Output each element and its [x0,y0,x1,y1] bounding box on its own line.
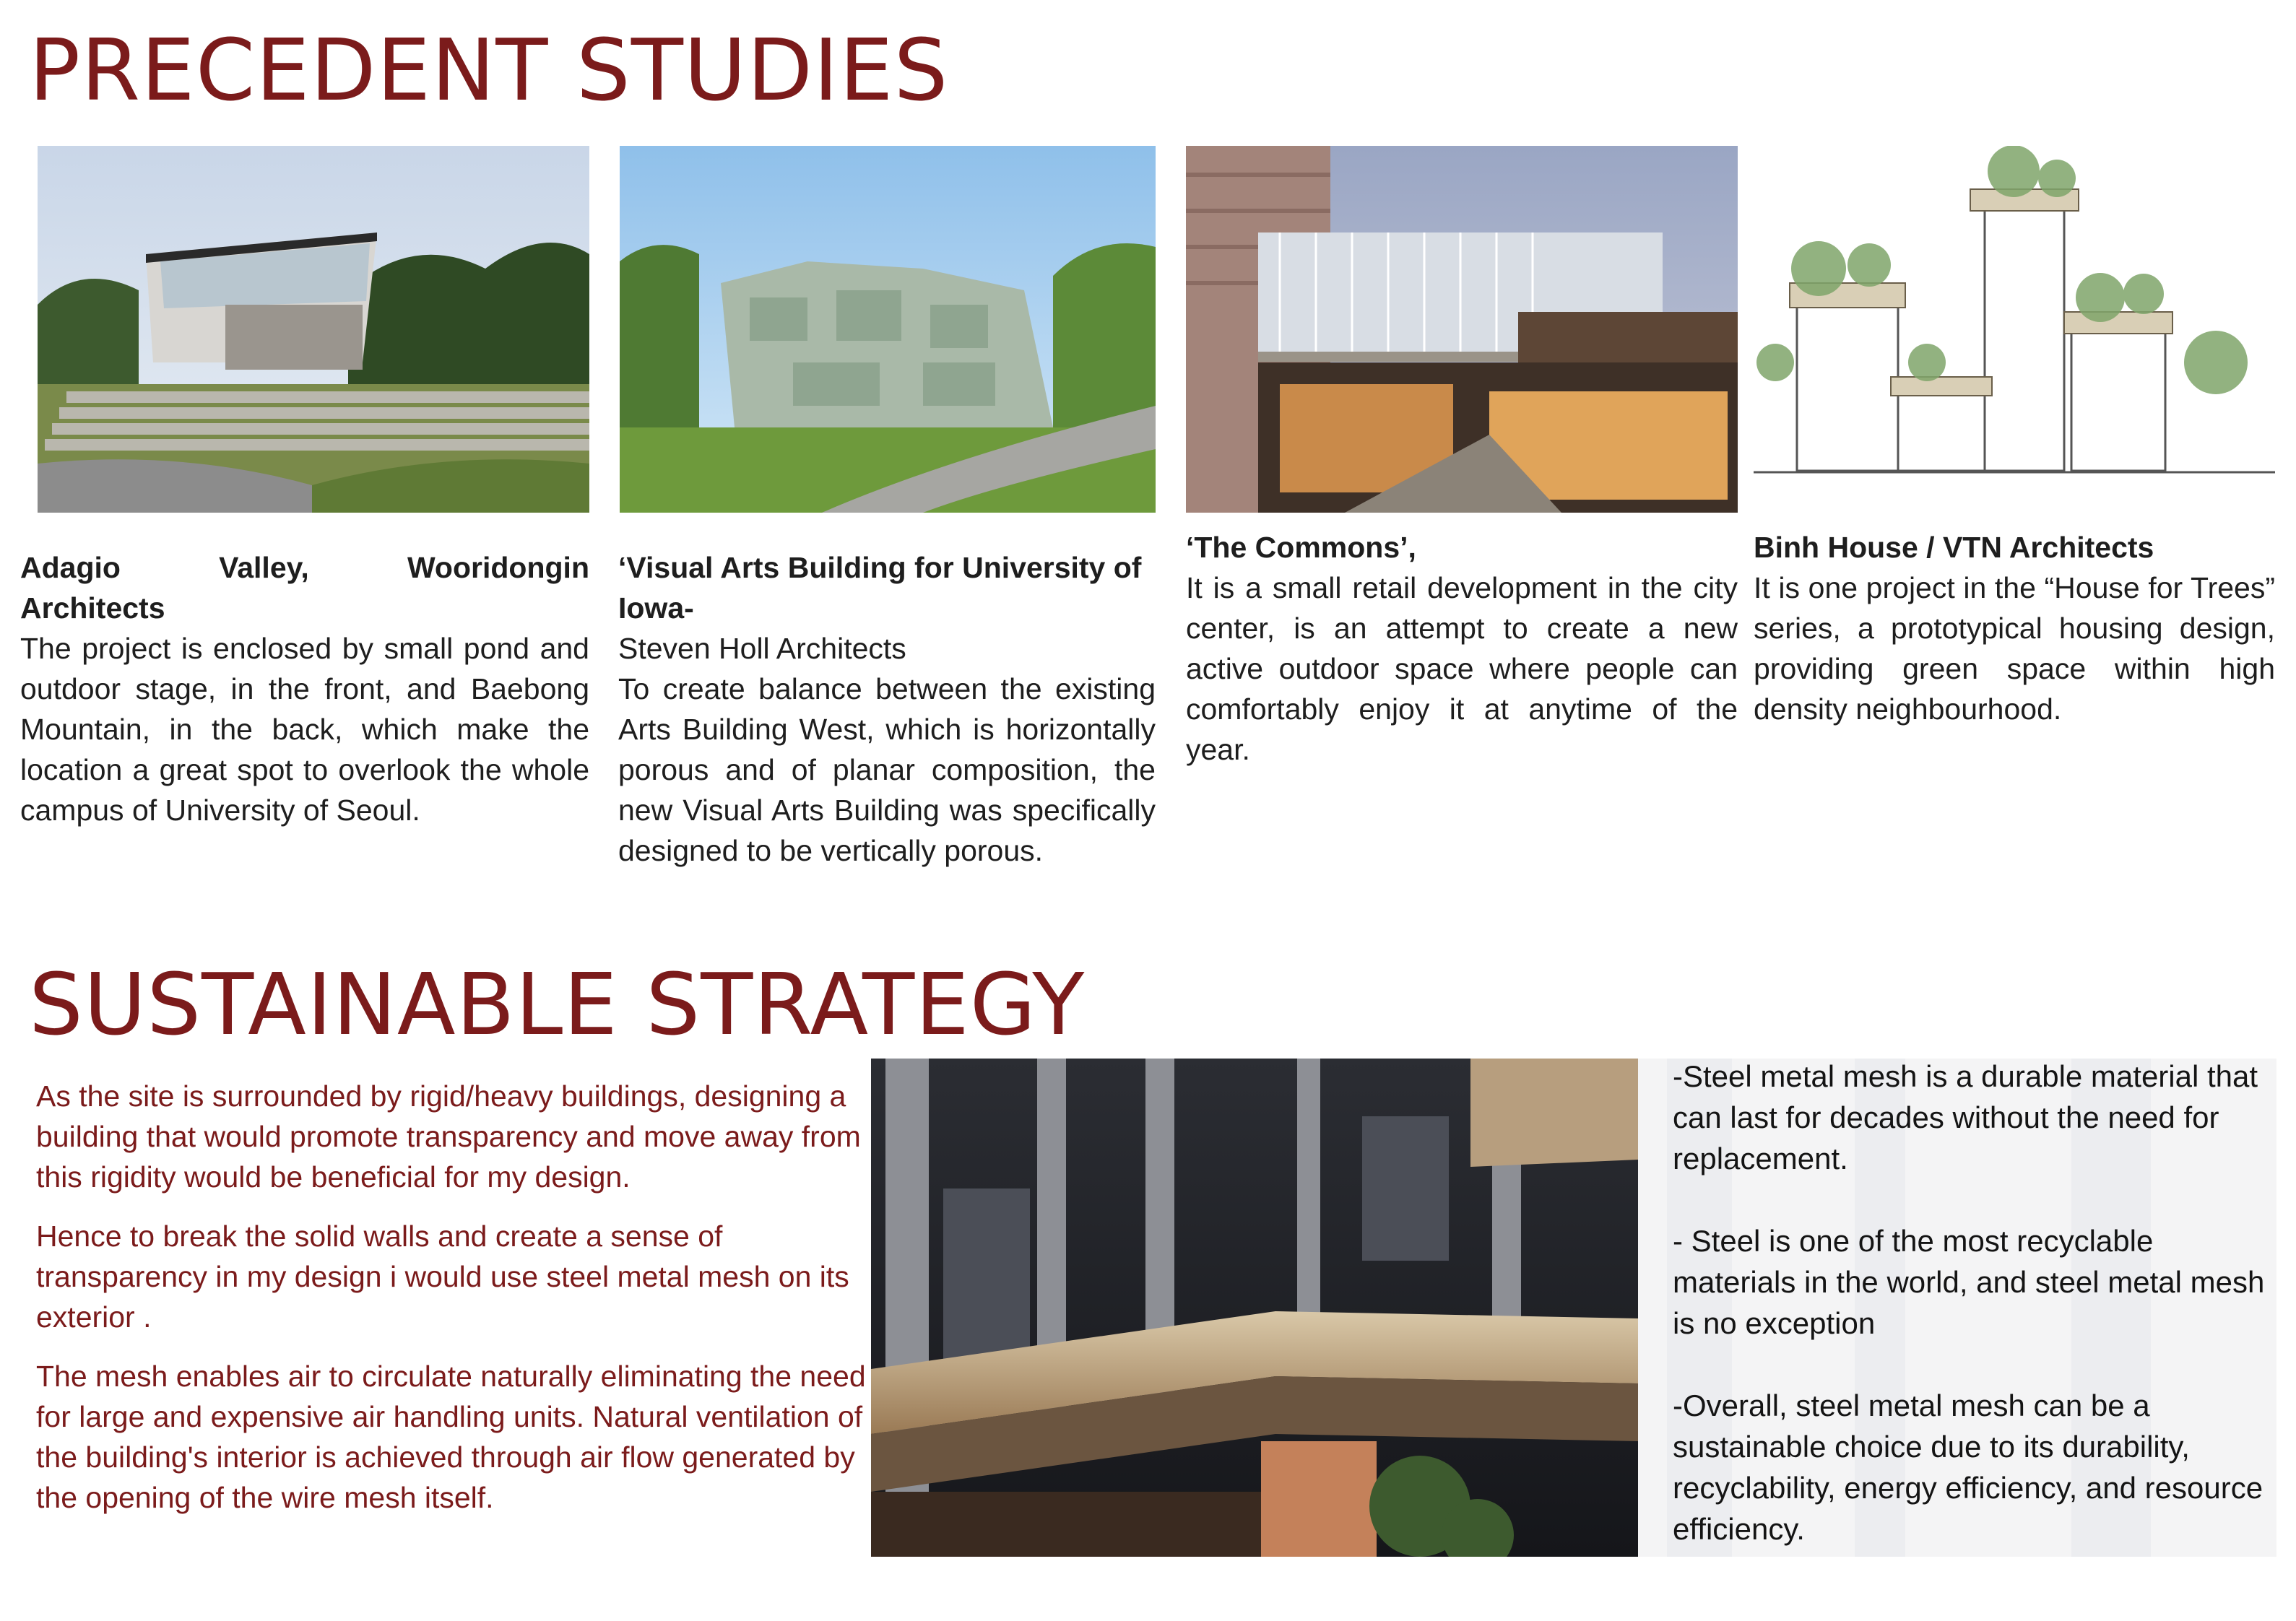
visual-arts-building-photo [620,146,1156,513]
the-commons-photo [1186,146,1738,513]
strategy-paragraph: The mesh enables air to circulate naturally eliminating the need for large and expensive air handling units. Natural ventilation of the building's interior is achieved through air flow generated by the opening of the wire mesh itself. [36,1360,866,1514]
benefit-item: - Steel is one of the most recyclable materials in the world, and steel metal mesh is no exception [1673,1224,2265,1340]
steel-mesh-walkway-photo [871,1059,1638,1557]
visual-arts-building-card [618,547,1156,871]
benefit-item: -Overall, steel metal mesh can be a sustainable choice due to its durability, recyclability, energy efficiency, and resource efficiency. [1673,1389,2263,1546]
card-title: ‘Visual Arts Building for University of Iowa- [618,551,1142,625]
adagio-valley-card [20,547,589,830]
card-architect: Steven Holl Architects [618,632,906,665]
card-title: Binh House / VTN Architects [1754,531,2154,564]
card-title: ‘The Commons’, [1186,531,1416,564]
adagio-valley-photo [38,146,589,513]
strategy-paragraph: Hence to break the solid walls and create a sense of transparency in my design i would use steel metal mesh on its exterior . [36,1220,849,1334]
benefit-item: -Steel metal mesh is a durable material that can last for decades without the need for replacement. [1673,1059,2258,1175]
card-description: The project is enclosed by small pond and outdoor stage, in the front, and Baebong Mountain, in the back, which make the location a great spot to overlook the whole campus of University of Seoul. [20,632,589,827]
binh-house-card [1754,527,2275,729]
binh-house-sketch [1754,146,2275,491]
the-commons-card [1186,527,1738,770]
card-description: It is one project in the “House for Trees” series, a prototypical housing design, providing green space within high density neighbourhood. [1754,571,2275,726]
sustainable-strategy-heading: SUSTAINABLE STRATEGY [29,955,1086,1054]
card-description: To create balance between the existing Arts Building West, which is horizontally porous and of planar composition, the new Visual Arts Building was specifically designed to be vertically porous. [618,672,1156,867]
card-title: Adagio Valley, Wooridongin [20,551,589,584]
card-description: It is a small retail development in the city center, is an attempt to create a new active outdoor space where people can comfortably enjoy it at anytime of the year. [1186,571,1738,766]
card-title-continued: Architects [20,591,165,625]
precedent-studies-heading: PRECEDENT STUDIES [29,20,949,120]
strategy-text [36,1076,874,1537]
strategy-paragraph: As the site is surrounded by rigid/heavy buildings, designing a building that would promote transparency and move away from this rigidity would be beneficial for my design. [36,1079,861,1194]
steel-mesh-benefits [1673,1056,2265,1591]
